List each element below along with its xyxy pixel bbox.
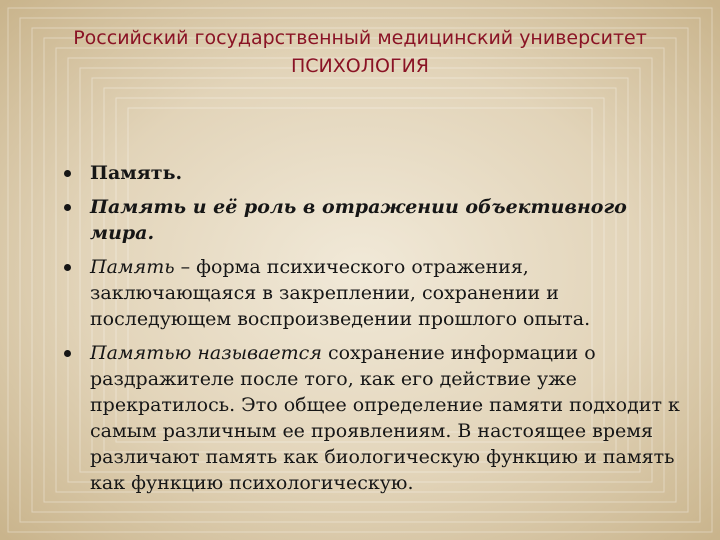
bullet-dot-icon	[64, 204, 71, 211]
bullet-dot-icon	[64, 170, 71, 177]
bullet-term: Памятью называется	[90, 342, 322, 364]
bullet-item	[60, 194, 680, 246]
bullet-list	[60, 160, 680, 504]
bullet-item	[60, 160, 680, 186]
bullet-dot-icon	[64, 350, 71, 357]
bullet-term: Память	[90, 256, 175, 278]
bullet-definition: сохранение информации о раздражителе после того, как его действие уже прекратилось. Это общее определение памяти подходит к самым различным ее проявлениям. В настоящее время различают память как биологическую функцию и память как функцию психологическую.	[90, 342, 680, 494]
bullet-definition: – форма психического отражения, заключающаяся в закреплении, сохранении и последующем воспроизведении прошлого опыта.	[90, 256, 591, 330]
bullet-dot-icon	[64, 264, 71, 271]
university-name: Российский государственный медицинский университет	[73, 27, 647, 49]
subject-title: ПСИХОЛОГИЯ	[291, 55, 429, 77]
bullet-item	[60, 254, 680, 332]
bullet-text: Память и её роль в отражении объективного мира.	[90, 196, 627, 244]
bullet-text: Память.	[90, 162, 183, 184]
slide-title	[40, 24, 680, 80]
bullet-item	[60, 340, 680, 496]
